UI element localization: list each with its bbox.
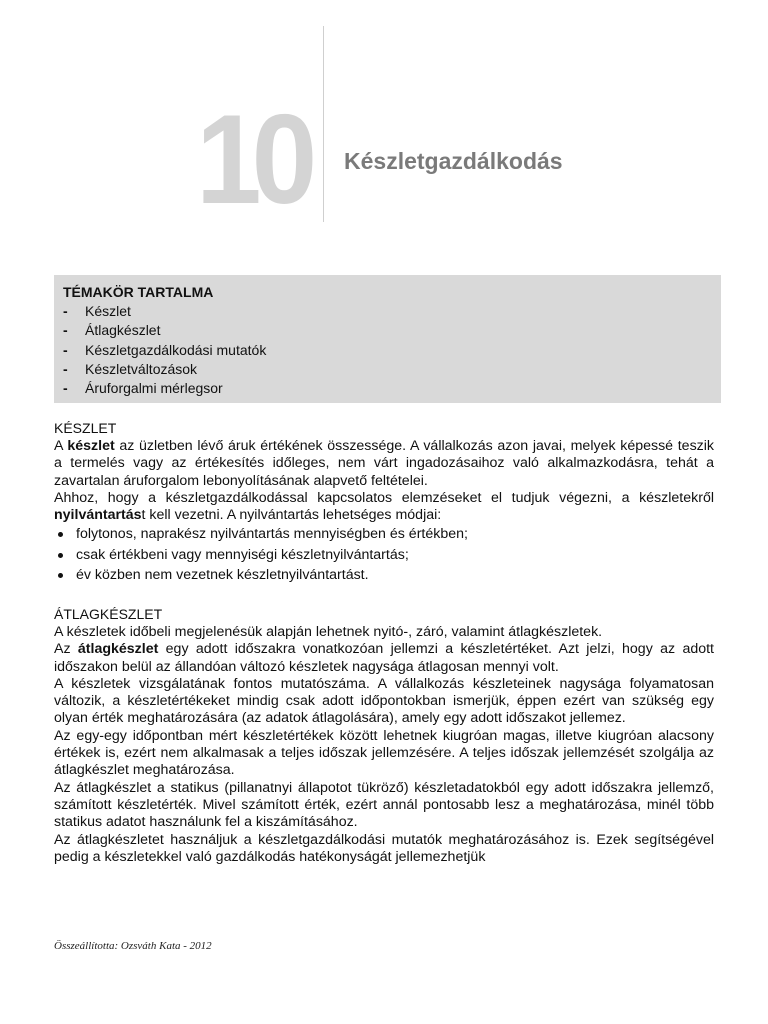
paragraph: Az átlagkészletet használjuk a készletgazdálkodási mutatók meghatározásához is. Ezek segítségével pedig a készletekkel való gazdálkodás hatékonyságát jellemezhetjük: [54, 831, 714, 865]
paragraph: [54, 490, 714, 525]
topics-list: [63, 302, 711, 398]
topic-label: Készletgazdálkodási mutatók: [85, 341, 267, 358]
text-run: A: [54, 438, 68, 454]
paragraph: A készletek vizsgálatának fontos mutatószáma. A vállalkozás készleteinek nagysága folyamatosan változik, a készletértékeket mindig csak adott időpontokban ismerjük, éppen ezért van szükség egy olyan érték meghatározására (az adatok átlagolására), amely egy adott időszakot jellemez.: [54, 675, 714, 727]
topic-item: [63, 379, 711, 398]
title-divider: [323, 26, 324, 222]
bold-term: nyilvántartás: [54, 507, 142, 524]
topics-box: [54, 275, 721, 403]
dash-bullet: -: [63, 322, 68, 339]
bullet-list: [54, 524, 714, 586]
footer-credit: Összeállította: Ozsváth Kata - 2012: [54, 940, 212, 952]
text-run: egy adott időszakra vonatkozóan jellemzi a készletértéket. Azt jelzi, hogy az adott időszakon belül az állandóan változó készletek nagysága átlagosan mennyi volt.: [54, 641, 714, 675]
dash-bullet: -: [63, 380, 68, 397]
text-run: az üzletben lévő áruk értékének összessége. A vállalkozás azon javai, melyek képessé teszik a termelés vagy az értékesítés időleges, nem várt ingadozásaihoz való alkalmazkodásra, tehát a zavartalan áruforgalom lebonyolításának alapvető feltételei.: [54, 438, 714, 489]
topic-label: Készletváltozások: [85, 360, 198, 377]
main-content: [54, 418, 714, 866]
topic-item: [63, 302, 711, 321]
bold-term: készlet: [67, 438, 115, 454]
list-item: csak értékbeni vagy mennyiségi készletnyilvántartás;: [54, 545, 714, 566]
bold-term: átlagkészlet: [77, 641, 159, 658]
paragraph: Az egy-egy időpontban mért készletértékek között lehetnek kiugróan magas, illetve kiugróan alacsony értékek is, ezért nem alkalmasak a teljes időszak jellemzésére. A teljes időszak jellemzését szolgálja az átlagkészlet meghatározása.: [54, 727, 714, 779]
topic-item: [63, 341, 711, 360]
topics-heading: TÉMAKÖR TARTALMA: [63, 284, 214, 300]
paragraph: [54, 438, 714, 490]
text-run: Ahhoz, hogy a készletgazdálkodással kapcsolatos elemzéseket el tudjuk végezni, a készletekről: [54, 489, 714, 506]
list-item: folytonos, naprakész nyilvántartás mennyiségben és értékben;: [54, 524, 714, 545]
dash-bullet: -: [63, 341, 68, 358]
dash-bullet: -: [63, 303, 68, 319]
paragraph: Az átlagkészlet a statikus (pillanatnyi állapotot tükröző) készletadatokból egy adott időszakra jellemző, számított készletérték. Mivel számított érték, ezért annál pontosabb lesz a meghatározása, minél több statikus adatot használunk fel a kiszámításához.: [54, 779, 714, 831]
topic-label: Áruforgalmi mérlegsor: [85, 380, 223, 397]
paragraph: A készletek időbeli megjelenésük alapján lehetnek nyitó-, záró, valamint átlagkészletek.: [54, 623, 603, 640]
topic-item: [63, 360, 711, 379]
topic-item: [63, 321, 711, 340]
list-item: év közben nem vezetnek készletnyilvántartást.: [54, 565, 714, 586]
section-heading-keszlet: KÉSZLET: [54, 420, 117, 436]
chapter-number: 10: [196, 88, 308, 231]
section-heading-atlagkeszlet: ÁTLAGKÉSZLET: [54, 605, 163, 622]
topic-label: Készlet: [85, 303, 131, 319]
dash-bullet: -: [63, 360, 68, 377]
text-run: t kell vezetni. A nyilvántartás lehetséges módjai:: [141, 507, 442, 524]
spacer: [54, 586, 714, 604]
text-run: Az: [54, 641, 78, 658]
topic-label: Átlagkészlet: [85, 322, 161, 339]
paragraph: [54, 641, 714, 676]
chapter-title: Készletgazdálkodás: [344, 148, 563, 174]
